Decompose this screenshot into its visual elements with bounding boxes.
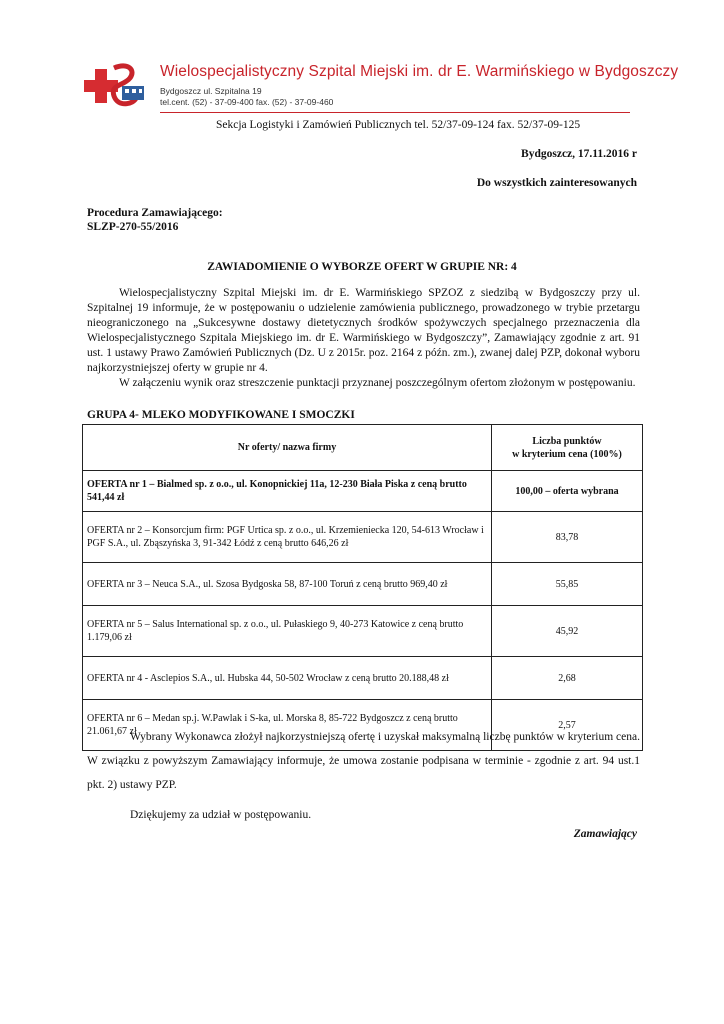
body-text — [87, 286, 640, 391]
group-title: GRUPA 4- MLEKO MODYFIKOWANE I SMOCZKI — [87, 409, 355, 421]
thanks-line: Dziękujemy za udział w postępowaniu. — [130, 809, 312, 821]
offer-score: 55,85 — [492, 563, 643, 606]
table-row — [83, 606, 643, 657]
document-date: Bydgoszcz, 17.11.2016 r — [521, 148, 637, 160]
offer-name: OFERTA nr 5 – Salus International sp. z o.o., ul. Pułaskiego 9, 40-273 Katowice z ceną brutto 1.179,06 zł — [83, 606, 492, 657]
offer-score: 83,78 — [492, 512, 643, 563]
body-paragraph-1: Wielospecjalistyczny Szpital Miejski im. dr E. Warmińskiego SPZOZ z siedzibą w Bydgoszczy przy ul. Szpitalnej 19 informuje, że w postępowaniu o udzielenie zamówienia publicznego, prowadzonego w trybie przetargu nieograniczonego na „Sukcesywne dostawy dietetycznych środków spożywczych specjalnego przeznaczenia dla Wielospecjalistycznego Szpitala Miejskiego im. dr E. Warmińskiego w Bydgoszczy”, Zamawiający zgodnie z art. 91 ust. 1 ustawy Prawo Zamówień Publicznych (Dz. U z 2015r. poz. 2164 z późn. zm.), zwanej dalej PZP, dokonał wyboru najkorzystniejszej oferty w grupie nr 4. — [87, 287, 640, 374]
offer-name: OFERTA nr 3 – Neuca S.A., ul. Szosa Bydgoska 58, 87-100 Toruń z ceną brutto 969,40 zł — [83, 563, 492, 606]
offer-name: OFERTA nr 1 – Bialmed sp. z o.o., ul. Konopnickiej 11a, 12-230 Biała Piska z ceną brutto 541,44 zł — [83, 471, 492, 512]
addressee: Do wszystkich zainteresowanych — [476, 177, 637, 189]
offer-score: 45,92 — [492, 606, 643, 657]
body-paragraph-2: W załączeniu wynik oraz streszczenie punktacji przyznanej poszczególnym ofertom złożonym w postępowaniu. — [119, 377, 636, 389]
section-contact: Sekcja Logistyki i Zamówień Publicznych tel. 52/37-09-124 fax. 52/37-09-125 — [216, 119, 581, 131]
offer-name: OFERTA nr 4 - Asclepios S.A., ul. Hubska 44, 50-502 Wrocław z ceną brutto 20.188,48 zł — [83, 657, 492, 700]
contact-line: tel.cent. (52) - 37-09-400 fax. (52) - 37-09-460 — [160, 97, 334, 107]
offer-name: OFERTA nr 2 – Konsorcjum firm: PGF Urtica sp. z o.o., ul. Krzemieniecka 120, 54-613 Wrocław i PGF S.A., ul. Zbąszyńska 3, 91-342 Łódź z ceną brutto 646,26 zł — [83, 512, 492, 563]
results-table — [82, 424, 643, 751]
offer-score: 100,00 – oferta wybrana — [492, 471, 643, 512]
offer-score: 2,68 — [492, 657, 643, 700]
signature: Zamawiający — [573, 828, 637, 840]
hospital-address — [160, 86, 333, 108]
procedure-block — [87, 206, 223, 234]
closing-text — [87, 725, 640, 797]
procedure-label: Procedura Zamawiającego: — [87, 207, 223, 219]
table-row — [83, 657, 643, 700]
closing-paragraph: Wybrany Wykonawca złożył najkorzystniejszą ofertę i uzyskał maksymalną liczbę punktów w kryterium cena. W związku z powyższym Zamawiający informuje, że umowa zostanie podpisana w terminie - zgodnie z art. 94 ust.1 pkt. 2) ustawy PZP. — [87, 731, 640, 791]
offer-name: OFERTA nr 6 – Medan sp.j. W.Pawlak i S-ka, ul. Morska 8, 85-722 Bydgoszcz z ceną brutto 21.061,67 zł — [83, 700, 492, 751]
header-score-line2: w kryterium cena (100%) — [512, 448, 622, 460]
header-divider — [160, 112, 630, 113]
procedure-number: SLZP-270-55/2016 — [87, 221, 179, 233]
address-line: Bydgoszcz ul. Szpitalna 19 — [160, 86, 262, 96]
hospital-name: Wielospecjalistyczny Szpital Miejski im. dr E. Warmińskiego w Bydgoszczy — [160, 63, 679, 80]
hospital-logo — [84, 60, 154, 120]
header-name: Nr oferty/ nazwa firmy — [83, 425, 492, 471]
table-row — [83, 512, 643, 563]
notice-title: ZAWIADOMIENIE O WYBORZE OFERT W GRUPIE NR: 4 — [207, 261, 517, 273]
table-header-row — [83, 425, 643, 471]
header-score-line1: Liczba punktów — [532, 435, 602, 447]
header-score — [492, 425, 643, 471]
table-row — [83, 471, 643, 512]
table-row — [83, 563, 643, 606]
offer-score: 2,57 — [492, 700, 643, 751]
